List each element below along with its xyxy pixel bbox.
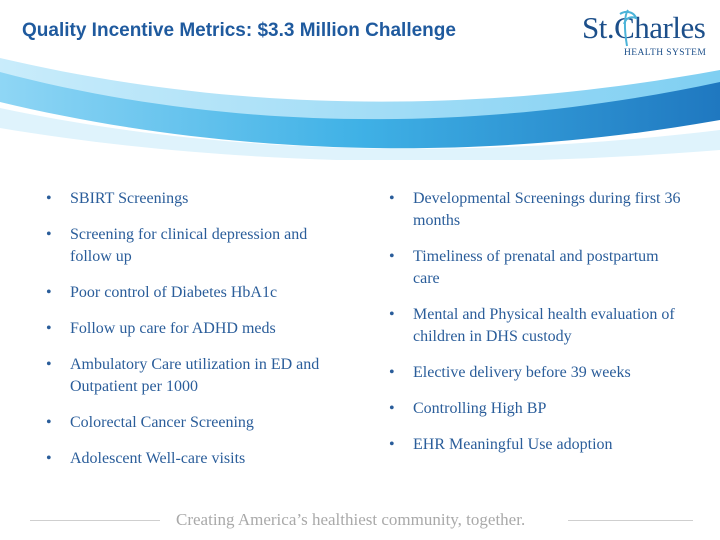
footer-tagline: Creating America’s healthiest community, together.: [176, 510, 526, 529]
right-metrics-column: [389, 188, 689, 470]
right-metrics-list: [389, 188, 689, 456]
list-item: • Adolescent Well-care visits: [46, 448, 341, 470]
logo-wordmark: St.Charles: [582, 10, 706, 45]
list-item: • Elective delivery before 39 weeks: [389, 362, 689, 384]
left-metrics-column: [46, 188, 341, 484]
list-item: • Controlling High BP: [389, 398, 689, 420]
header-swoosh-decoration: [0, 50, 720, 160]
list-item: • Ambulatory Care utilization in ED and Outpatient per 1000: [46, 354, 341, 398]
logo-subtitle: HEALTH SYSTEM: [624, 48, 707, 58]
list-item: • Mental and Physical health evaluation of children in DHS custody: [389, 304, 689, 348]
logo-leaf-icon: [616, 8, 638, 48]
list-item: • Follow up care for ADHD meds: [46, 318, 341, 340]
list-item: • Developmental Screenings during first 36 months: [389, 188, 689, 232]
slide-title: Quality Incentive Metrics: $3.3 Million Challenge: [22, 20, 456, 41]
list-item: • Poor control of Diabetes HbA1c: [46, 282, 341, 304]
footer-divider-right: [568, 520, 693, 521]
list-item: • Screening for clinical depression and follow up: [46, 224, 341, 268]
list-item: • EHR Meaningful Use adoption: [389, 434, 689, 456]
list-item: • Timeliness of prenatal and postpartum care: [389, 246, 689, 290]
left-metrics-list: [46, 188, 341, 470]
list-item: • Colorectal Cancer Screening: [46, 412, 341, 434]
list-item: • SBIRT Screenings: [46, 188, 341, 210]
footer-divider-left: [30, 520, 160, 521]
